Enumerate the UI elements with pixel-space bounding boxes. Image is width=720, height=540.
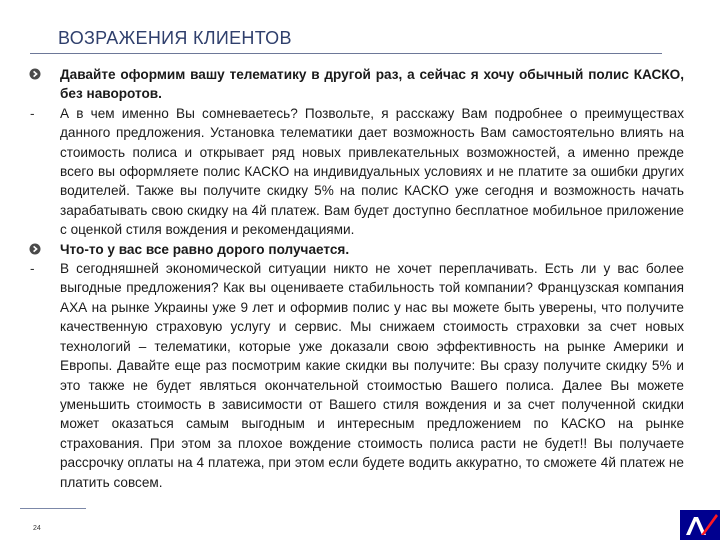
question-text: Давайте оформим вашу телематику в другой раз, а сейчас я хочу обычный полис КАСКО, без наворотов. [60, 67, 684, 102]
objection-question [20, 240, 684, 259]
page-number: 24 [33, 525, 41, 532]
dash-marker: - [30, 261, 35, 277]
objection-answer [20, 259, 684, 492]
answer-text: А в чем именно Вы сомневаетесь? Позвольте, я расскажу Вам подробнее о преимуществах данного предложения. Установка телематики дает возможность Вам самостоятельно влиять на стоимость полиса и открывает ряд новых привлекательных возможностей, а именно прежде всего вы оформляете полис КАСКО на индивидуальных условиях и не платите за ошибки других водителей. Также вы получите скидку 5% на полис КАСКО уже сегодня и возможность начать зарабатывать свою скидку на 4й платеж. Вам будет доступно бесплатное мобильное приложение с оценкой стиля вождения и рекомендациями. [60, 105, 684, 238]
title-divider [30, 53, 662, 54]
slide-title: ВОЗРАЖЕНИЯ КЛИЕНТОВ [58, 28, 292, 48]
objection-question [20, 65, 684, 104]
circle-arrow-icon [29, 243, 41, 255]
axa-logo-icon [680, 510, 720, 540]
objection-answer [20, 104, 684, 240]
dialog-content [20, 65, 684, 492]
answer-text: В сегодняшней экономической ситуации никто не хочет переплачивать. Есть ли у вас более выгодные предложения? Как вы оцениваете стабильность той компании? Французская компания АХА на рынке Украины уже 9 лет и оформив полис у нас вы можете быть уверены, что получите качественную страховую услугу и сервис. Мы снижаем стоимость страховки за счет новых технологий – телематики, которые уже доказали свою эффективность на рынке Америки и Европы. Давайте еще раз посмотрим какие скидки вы получите: Вы сразу получите скидку 5% и это также не будет являться окончательной стоимостью Вашего полиса. Далее Вы можете уменьшить стоимость в зависимости от Вашего стиля вождения и за счет полученной скидки может оказаться самым выгодным и интересным предложением по КАСКО на рынке страхования. При этом за плохое вождение стоимость полиса расти не будет!! Вы получаете рассрочку оплаты на 4 платежа, при этом если будете водить аккуратно, то сможете 4й платеж не платить совсем. [60, 261, 684, 490]
dash-marker: - [30, 105, 35, 121]
question-text: Что-то у вас все равно дорого получается. [60, 241, 350, 257]
footer-divider [20, 508, 86, 509]
circle-arrow-icon [29, 68, 41, 80]
